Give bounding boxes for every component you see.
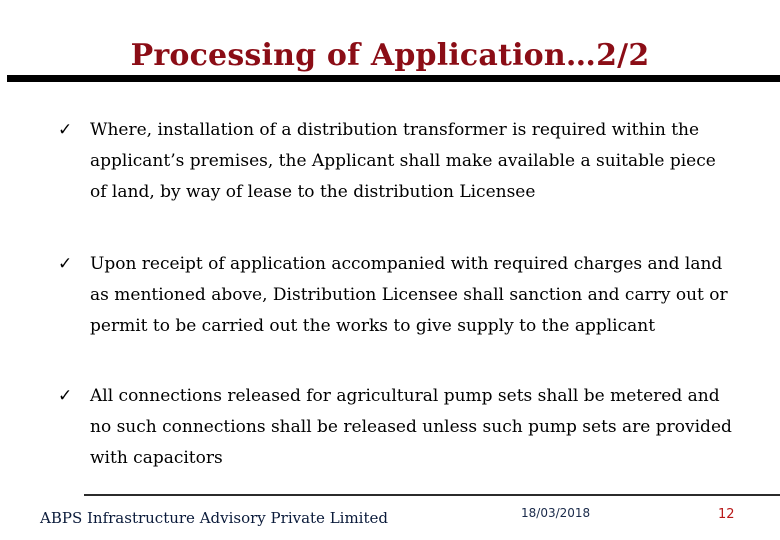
- footer-date: 18/03/2018: [521, 506, 591, 520]
- bullet-item: [58, 115, 758, 208]
- bullet-line: as mentioned above, Distribution Licensee shall sanction and carry out or: [90, 285, 728, 305]
- checkmark-icon: ✓: [58, 254, 73, 274]
- bullet-line: of land, by way of lease to the distribution Licensee: [90, 182, 536, 202]
- bullet-line: Upon receipt of application accompanied with required charges and land: [90, 254, 723, 274]
- page-number: 12: [718, 507, 735, 522]
- bullet-line: no such connections shall be released unless such pump sets are provided: [90, 417, 732, 437]
- slide-title: Processing of Application…2/2: [130, 38, 650, 73]
- bullet-item: [58, 381, 758, 474]
- title-underline: [7, 75, 780, 82]
- checkmark-icon: ✓: [58, 386, 73, 406]
- bullet-line: permit to be carried out the works to give supply to the applicant: [90, 316, 656, 336]
- bullet-line: Where, installation of a distribution transformer is required within the: [90, 120, 700, 140]
- bullet-item: [58, 249, 758, 342]
- bullet-line: All connections released for agricultural pump sets shall be metered and: [90, 386, 720, 406]
- footer-organization: ABPS Infrastructure Advisory Private Limited: [40, 509, 388, 527]
- footer-divider: [84, 494, 780, 496]
- bullet-line: applicant’s premises, the Applicant shall make available a suitable piece: [90, 151, 716, 171]
- bullet-text: [90, 381, 758, 474]
- bullet-text: [90, 115, 758, 208]
- bullet-text: [90, 249, 758, 342]
- checkmark-icon: ✓: [58, 120, 73, 140]
- bullet-line: with capacitors: [90, 448, 223, 468]
